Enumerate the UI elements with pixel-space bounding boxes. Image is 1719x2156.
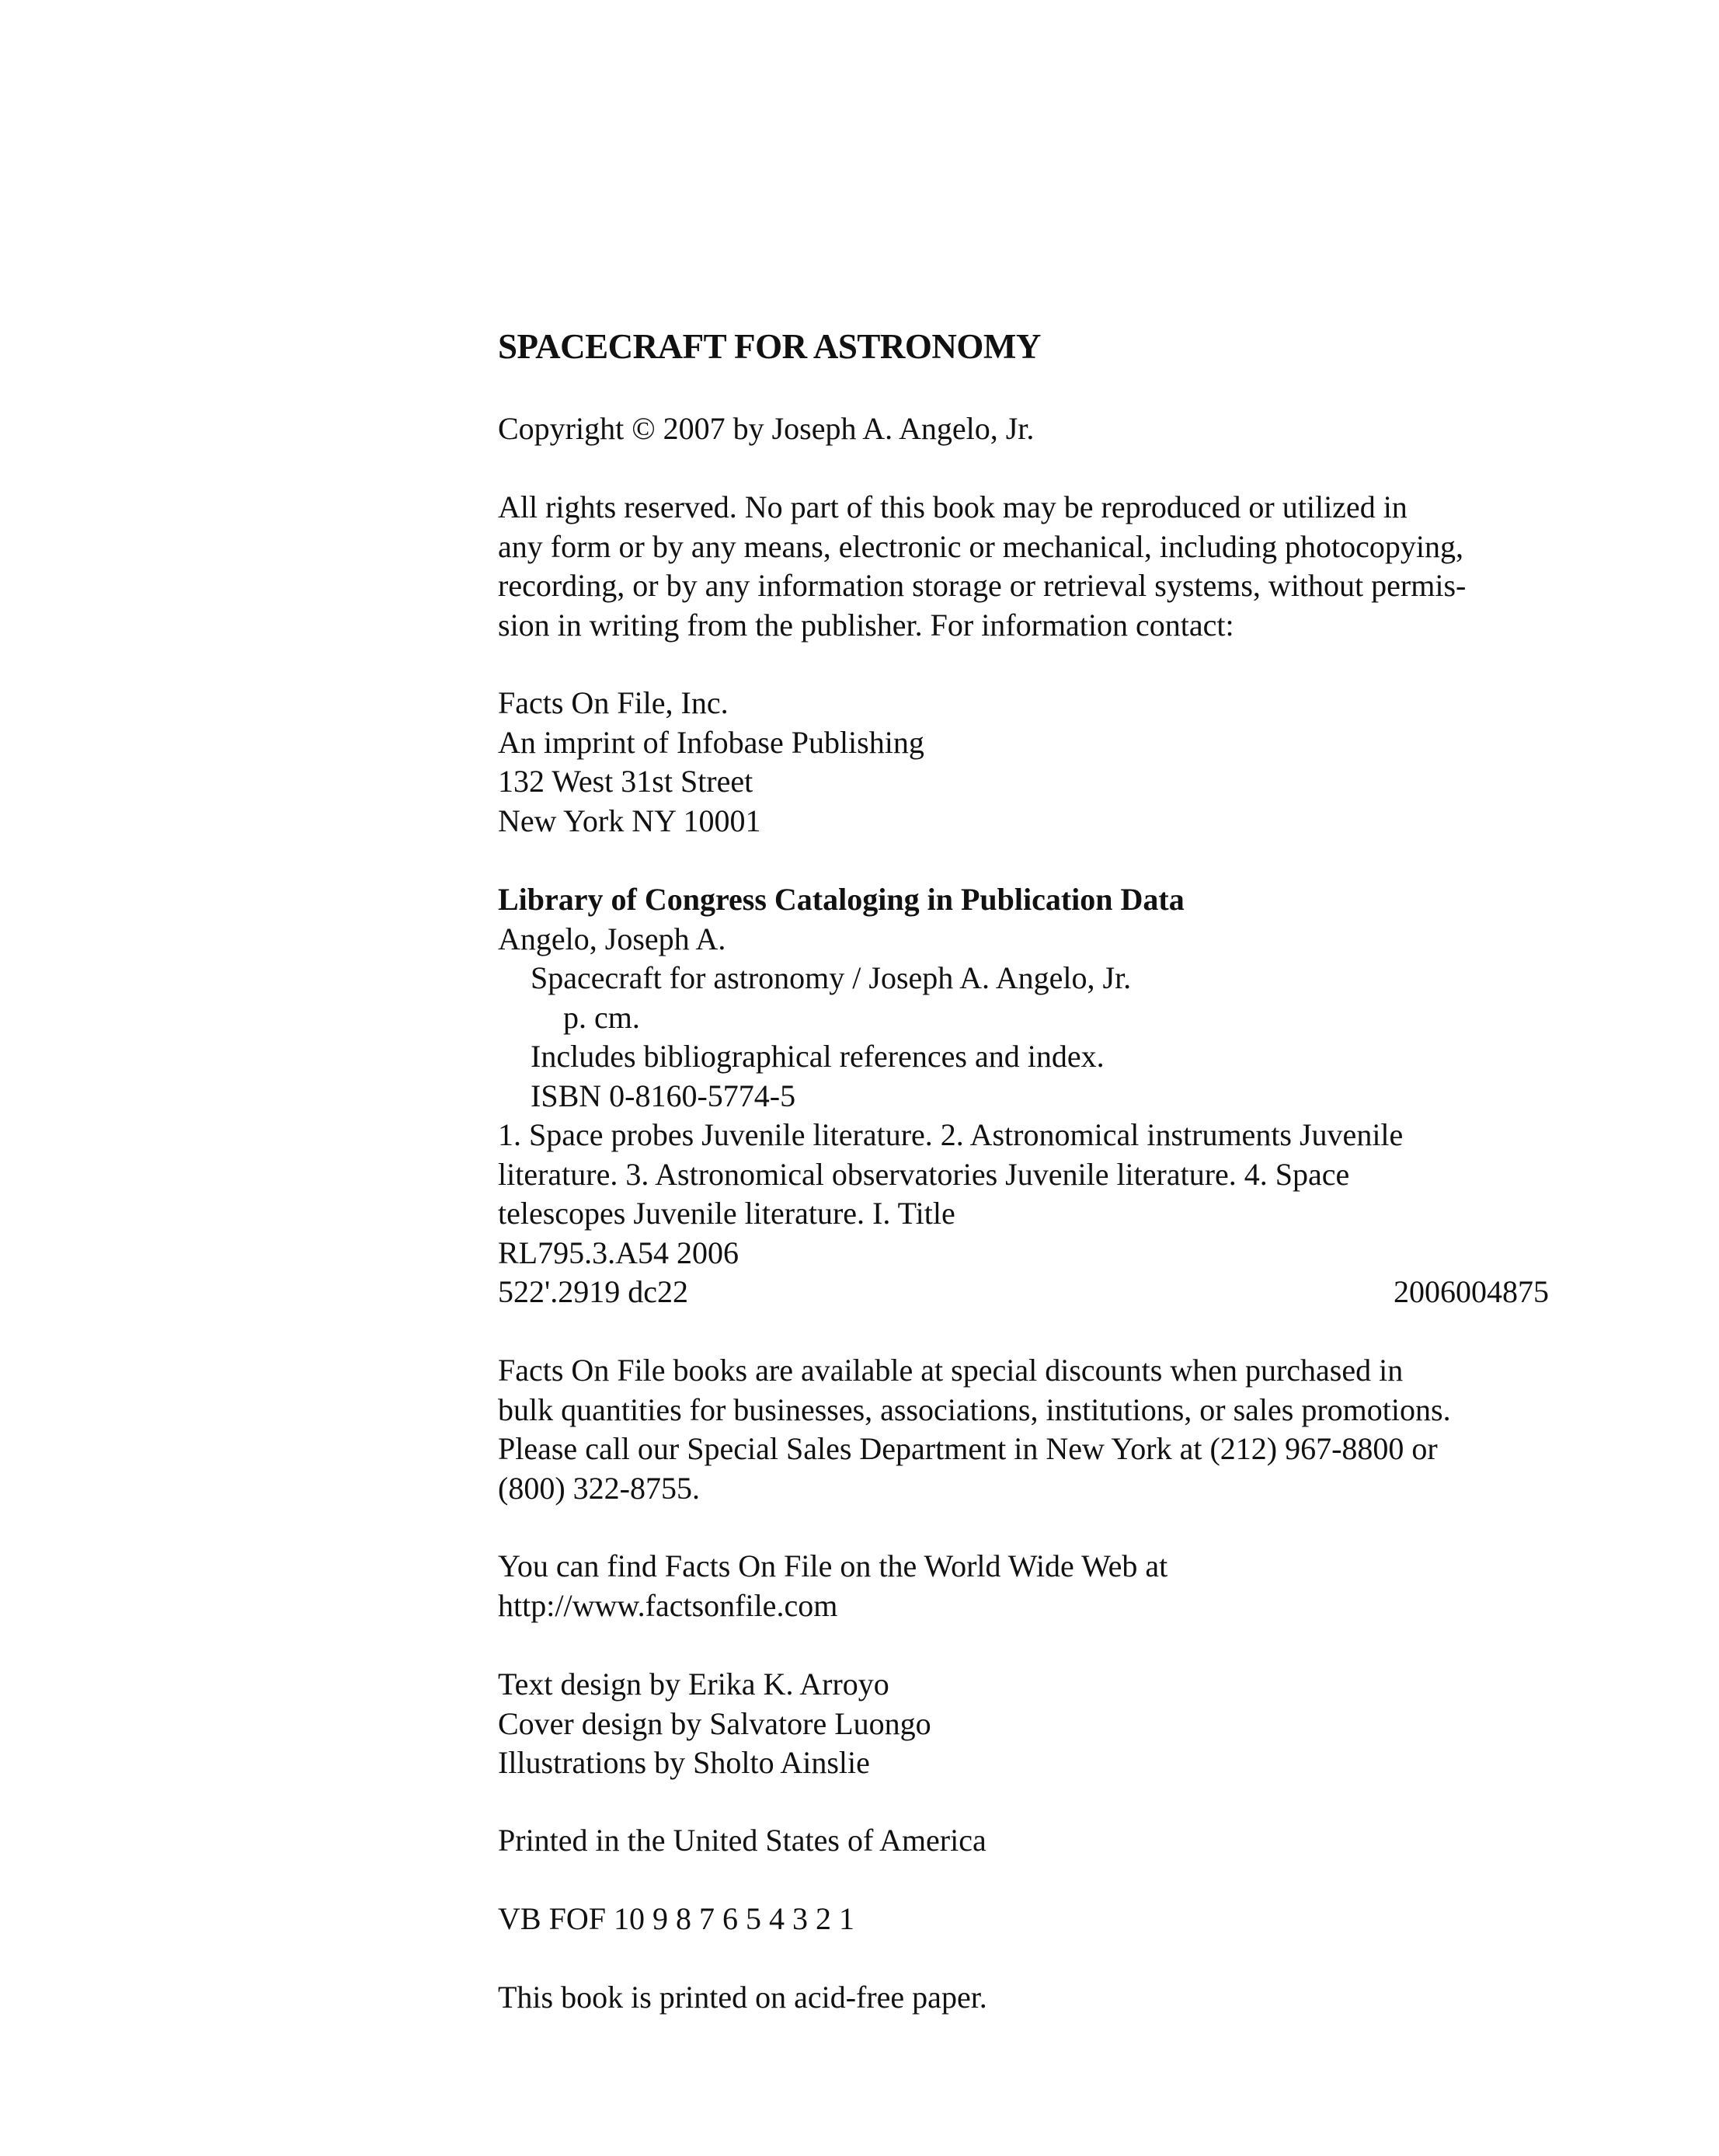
copyright-text: Copyright © 2007 by Joseph A. Angelo, Jr. [498, 411, 1035, 446]
credit-line: Text design by Erika K. Arroyo [498, 1667, 889, 1701]
credit-line: Cover design by Salvatore Luongo [498, 1705, 931, 1741]
rights-line: recording, or by any information storage or retrieval systems, without permis- [498, 568, 1467, 603]
cip-dewey: 522'.2919 dc22 [498, 1274, 688, 1309]
sales-line: Facts On File books are available at special discounts when purchased in [498, 1353, 1404, 1388]
publisher-line: New York NY 10001 [498, 803, 761, 838]
publisher-line: Facts On File, Inc. [498, 685, 729, 720]
publisher-address [498, 684, 1554, 841]
cip-subject-line: 1. Space probes Juvenile literature. 2. Astronomical instruments Juvenile [498, 1117, 1404, 1152]
cip-author: Angelo, Joseph A. [498, 921, 726, 956]
cip-data [498, 880, 1554, 1312]
rights-paragraph [498, 488, 1554, 645]
rights-line: any form or by any means, electronic or mechanical, including photocopying, [498, 528, 1463, 564]
cip-heading: Library of Congress Cataloging in Publication Data [498, 882, 1185, 917]
cip-classification-row [498, 1273, 1554, 1312]
rights-line: All rights reserved. No part of this book may be reproduced or utilized in [498, 489, 1408, 524]
publisher-line: 132 West 31st Street [498, 764, 753, 799]
print-line [498, 1900, 1554, 1939]
rights-line: sion in writing from the publisher. For information contact: [498, 607, 1234, 643]
cip-pages: p. cm. [563, 999, 640, 1035]
paper-text: This book is printed on acid-free paper. [498, 1980, 987, 2015]
cip-subject-line: telescopes Juvenile literature. I. Title [498, 1196, 955, 1231]
cip-isbn: ISBN 0-8160-5774-5 [531, 1078, 796, 1113]
web-paragraph [498, 1547, 1554, 1625]
cip-title: Spacecraft for astronomy / Joseph A. Angelo, Jr. [531, 960, 1132, 995]
print-line-text: VB FOF 10 9 8 7 6 5 4 3 2 1 [498, 1901, 854, 1936]
printed-location [498, 1821, 1554, 1861]
printed-text: Printed in the United States of America [498, 1823, 987, 1858]
sales-line: (800) 322-8755. [498, 1470, 700, 1506]
credits [498, 1665, 1554, 1783]
publisher-line: An imprint of Infobase Publishing [498, 724, 924, 760]
sales-line: bulk quantities for businesses, associations, institutions, or sales promotions. [498, 1391, 1451, 1427]
cip-includes: Includes bibliographical references and index. [531, 1039, 1105, 1074]
sales-paragraph [498, 1351, 1554, 1508]
web-line: You can find Facts On File on the World Wide Web at [498, 1548, 1168, 1583]
sales-line: Please call our Special Sales Department in New York at (212) 967-8800 or [498, 1431, 1438, 1466]
paper-note [498, 1978, 1554, 2018]
credit-line: Illustrations by Sholto Ainslie [498, 1745, 870, 1780]
copyright-line [498, 409, 1554, 449]
cip-call-number: RL795.3.A54 2006 [498, 1235, 739, 1270]
book-title: SPACECRAFT FOR ASTRONOMY [498, 327, 1041, 366]
web-url: http://www.factsonfile.com [498, 1587, 838, 1623]
cip-lccn: 2006004875 [1394, 1274, 1549, 1309]
cip-subject-line: literature. 3. Astronomical observatories Juvenile literature. 4. Space [498, 1156, 1350, 1192]
